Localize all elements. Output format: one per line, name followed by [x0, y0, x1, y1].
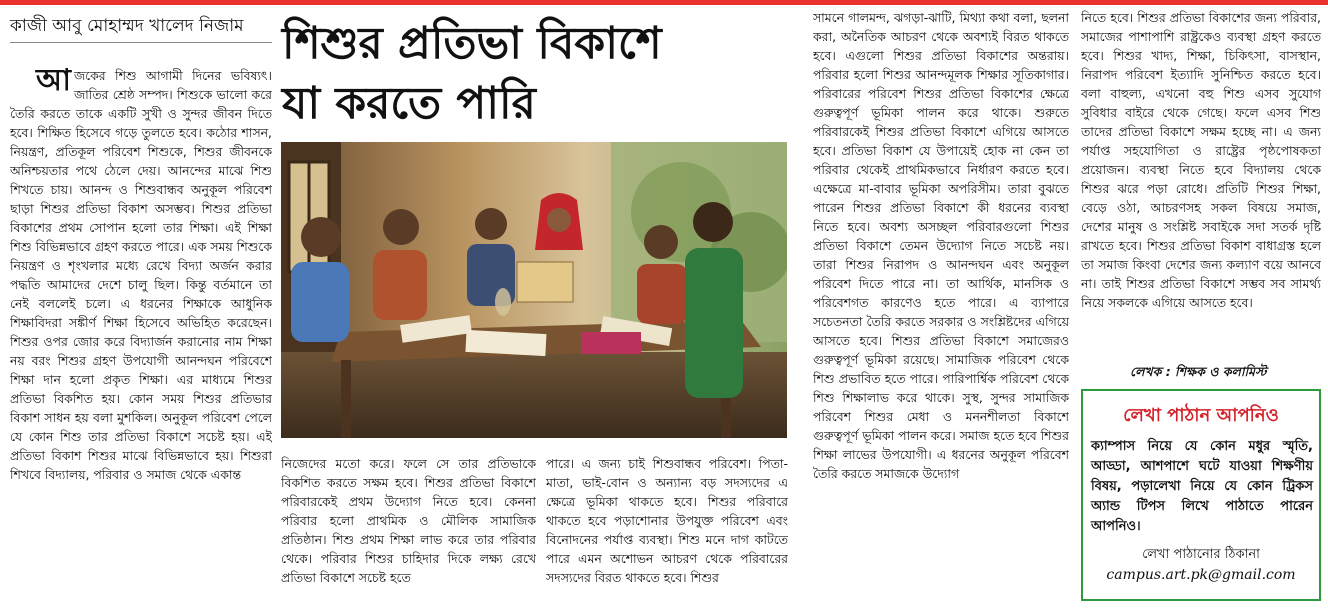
article-column-2 [281, 454, 536, 604]
article-column-1 [10, 66, 272, 606]
article-column-5 [1081, 8, 1321, 360]
submission-box-title: লেখা পাঠান আপনিও [1123, 405, 1279, 426]
submission-address-label: লেখা পাঠানোর ঠিকানা [1142, 547, 1260, 562]
headline-line-2: যা করতে পারি [282, 78, 536, 129]
top-rule [0, 0, 1328, 5]
author-note: লেখক : শিক্ষক ও কলামিস্ট [1130, 364, 1267, 379]
article-text-3: পারে। এ জন্য চাই শিশুবান্ধব পরিবেশ। পিতা-মাতা, ভাই-বোন ও অন্যান্য বড় সদস্যদের এ ক্ষেত্রে ভূমিকা থাকতে হবে। শিশুর পরিবারে থাকতে হবে পড়াশোনার উপযুক্ত পরিবেশ এবং বিনোদনের পর্যাপ্ত ব্যবস্থা। শিশু মনে দাগ কাটতে পারে এমন অশোভন আচরণ থেকে পরিবারের সদস্যদের বিরত থাকতে হবে। শিশুর [546, 456, 788, 585]
byline-rule [10, 42, 272, 43]
article-text-4: সামনে গালমন্দ, ঝগড়া-ঝাটি, মিথ্যা কথা বলা, ছলনা করা, অনৈতিক আচরণ থেকে অবশ্যই বিরত থাকতে হবে। এগুলো শিশুর প্রতিভা বিকাশের অন্তরায়। পরিবার হলো শিশুর আনন্দমূলক শিক্ষার সূতিকাগার। পরিবারের পরিবেশ শিশুর প্রতিভা বিকাশের ক্ষেত্রে গুরুত্বপূর্ণ ভূমিকা পালন করে থাকে। শুরুতে পরিবারকেই শিশুর প্রতিভা বিকাশে এগিয়ে আসতে হবে। প্রতিভা বিকাশ যে উপায়েই হোক না কেন তা পরিবার থেকেই প্রাথমিকভাবে নির্ধারণ করতে হবে। এক্ষেত্রে মা-বাবার ভূমিকা অপরিসীম। তারা বুঝতে পারেন শিশুর প্রতিভা বিকাশে কী ধরনের ব্যবস্থা নিতে হবে। অবশ্য অসচ্ছল পরিবারগুলো শিশুর প্রতিভা বিকাশে তেমন উদ্যোগ নিতে সচেষ্ট নয়। তারা শিশুর নিরাপদ ও আনন্দঘন এবং অনুকূল পরিবেশ দিতে পারে না। তা আর্থিক, মানসিক ও পরিবেশগত কারণেও হতে পারে। এ ব্যাপারে সচেতনতা তৈরি করতে সরকার ও সংশ্লিষ্টদের এগিয়ে আসতে হবে। শিশুর প্রতিভা বিকাশে সমাজেরও গুরুত্বপূর্ণ ভূমিকা রয়েছে। সামাজিক পরিবেশ থেকে শিশু প্রভাবিত হতে পারে। পারিপার্শ্বিক পরিবেশ থেকে শিশু শিক্ষালাভ করে থাকে। সুস্থ, সুন্দর সামাজিক পরিবেশ শিশুর মেধা ও মননশীলতা বিকাশে গুরুত্বপূর্ণ ভূমিকা পালন করে। সমাজ হতে হবে শিশুর শিক্ষা লাভের উপযোগী। এ ধরনের অনুকূল পরিবেশ তৈরি করতে সমাজকে উদ্যোগ [813, 10, 1069, 481]
submission-box-body: ক্যাম্পাস নিয়ে যে কোন মধুর স্মৃতি, আড্ডা, আশপাশে ঘটে যাওয়া শিক্ষণীয় বিষয়, পড়ালেখা নিয়ে যে কোন ট্রিকস অ্যান্ড টিপস লিখে পাঠাতে পারেন আপনিও। [1091, 439, 1313, 534]
children-reading-illustration [281, 142, 787, 438]
headline [282, 14, 782, 134]
article-text-2: নিজেদের মতো করে। ফলে সে তার প্রতিভাকে বিকশিত করতে সক্ষম হবে। শিশুর প্রতিভা বিকাশে পরিবারকেই প্রথম উদ্যোগ নিতে হবে। কেননা পরিবার হলো প্রাথমিক ও মৌলিক সামাজিক প্রতিষ্ঠান। শিশু প্রথম শিক্ষা লাভ করে তার পরিবার থেকে। পরিবার শিশুর চাহিদার দিকে লক্ষ্য রেখে প্রতিভা বিকাশে সচেষ্ট হতে [281, 456, 536, 585]
headline-line-1: শিশুর প্রতিভা বিকাশে [282, 18, 662, 69]
article-text-1: জকের শিশু আগামী দিনের ভবিষ্যৎ। জাতির শ্রেষ্ঠ সম্পদ। শিশুকে ভালো করে তৈরি করতে তাকে একটি সুখী ও সুন্দর জীবন দিতে হবে। শিক্ষিত হিসেবে গড়ে তুলতে হবে। কঠোর শাসন, নিয়ন্ত্রণ, প্রতিকূল পরিবেশ শিশুকে, শিশুর জীবনকে অনিশ্চয়তার পথে ঠেলে দেয়। আনন্দের মাঝে শিশু শিখতে চায়। আনন্দ ও শিশুবান্ধব অনুকূল পরিবেশ ছাড়া শিশুর প্রতিভা বিকাশ অসম্ভব। শিশুর প্রতিভা বিকাশের প্রথম সোপান হলো তার শিক্ষা। এই শিক্ষা শিশু বিভিন্নভাবে গ্রহণ করতে পারে। এক সময় শিশুকে নিয়ন্ত্রণ ও শৃংখলার মধ্যে রেখে বিদ্যা অর্জন করার পদ্ধতি আমাদের দেশে চালু ছিল। কিন্তু বর্তমানে তা নেই বললেই চলে। এ ধরনের শিক্ষাকে আধুনিক শিক্ষাবিদরা সঙ্কীর্ণ শিক্ষা হিসেবে অভিহিত করেছেন। শিশুর ওপর জোর করে বিদ্যার্জন করানোর নাম শিক্ষা নয় বরং শিশুর গ্রহণ উপযোগী আনন্দঘন পরিবেশে শিক্ষা দান হলো প্রকৃত শিক্ষা। এর মাধ্যমে শিশুর প্রতিভা বিকশিত হয়। কোন সময় শিশুর প্রতিভার বিকাশ সাধন হয় বলা মুশকিল। অনুকূল পরিবেশ পেলে যে কোন শিশু তার প্রতিভা বিকাশে সচেষ্ট হয়। এই প্রতিভা বিকাশ শিশুর মাঝে বিভিন্নভাবে হয়। শিশুরা শিখবে বিদ্যালয়, পরিবার ও সমাজ থেকে একান্ত [10, 68, 272, 482]
dropcap: আ [36, 66, 71, 98]
byline: কাজী আবু মোহাম্মদ খালেদ নিজাম [10, 16, 244, 36]
article-photo [281, 142, 787, 438]
article-text-5: নিতে হবে। শিশুর প্রতিভা বিকাশের জন্য পরিবার, সমাজের পাশাপাশি রাষ্ট্রকেও ব্যবস্থা গ্রহণ করতে হবে। শিশুর খাদ্য, শিক্ষা, চিকিৎসা, বাসস্থান, নিরাপদ পরিবেশ ইত্যাদি সুনিশ্চিত করতে হবে। বলা বাহুল্য, এখনো বহু শিশু এসব সুযোগ সুবিধার বাইরে থেকে গেছে। ফলে এসব শিশু তাদের প্রতিভা বিকাশে সক্ষম হচ্ছে না। এ জন্য পর্যাপ্ত সহযোগিতা ও রাষ্ট্রের পৃষ্ঠপোষকতা প্রয়োজন। ব্যবস্থা নিতে হবে বিদ্যালয় থেকে শিশুর ঝরে পড়া রোধে। প্রতিটি শিশুর শিক্ষা, বেড়ে ওঠা, আচরণসহ সকল বিষয়ে সমাজ, দেশের মানুষ ও সংশ্লিষ্ট সবাইকে সদা সতর্ক দৃষ্টি রাখতে হবে। শিশুর প্রতিভা বিকাশ বাধাগ্রস্ত হলে তা সমাজ কিংবা দেশের জন্য কল্যাণ বয়ে আনবে না। তাই শিশুর প্রতিভা বিকাশে সম্ভব সব সামর্থ্য নিয়ে সকলকে এগিয়ে আসতে হবে। [1081, 10, 1321, 310]
submission-email[interactable]: campus.art.pk@gmail.com [1106, 567, 1296, 583]
submission-box [1081, 389, 1321, 601]
article-column-3 [546, 454, 788, 604]
article-column-4 [813, 8, 1069, 606]
